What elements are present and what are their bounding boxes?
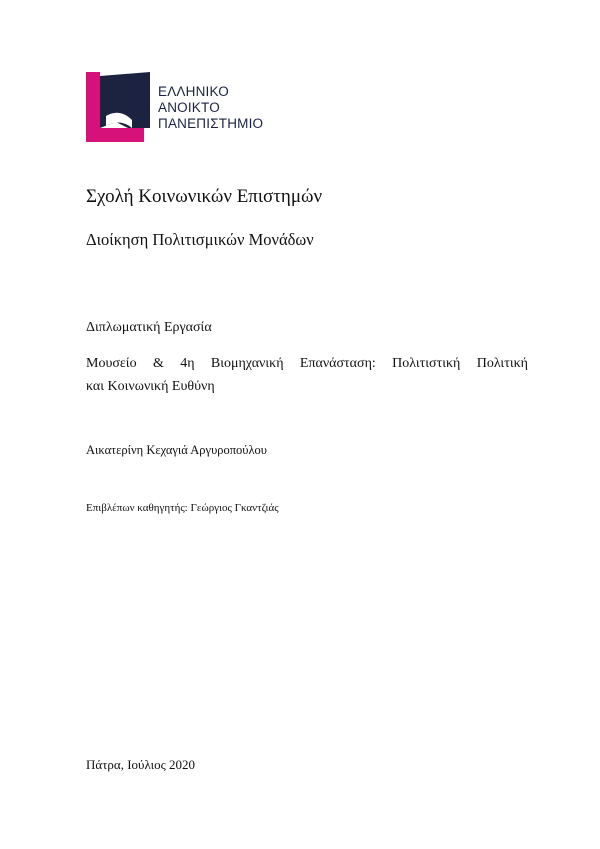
thesis-type: Διπλωματική Εργασία xyxy=(86,320,212,335)
thesis-title-line-1 xyxy=(86,352,528,375)
thesis-title xyxy=(86,352,528,398)
logo-text-line-2: ΑΝΟΙΚΤΟ xyxy=(158,100,220,115)
program-name: Διοίκηση Πολιτισμικών Μονάδων xyxy=(86,230,314,249)
supervisor: Επιβλέπων καθηγητής: Γεώργιος Γκαντζιάς xyxy=(86,502,279,514)
logo-text-line-1: ΕΛΛΗΝΙΚΟ xyxy=(158,84,229,99)
title-word: Μουσείο xyxy=(86,356,137,371)
title-word: 4η xyxy=(180,356,195,371)
title-word: Πολιτική xyxy=(476,356,528,371)
thesis-title-line-2: και Κοινωνική Ευθύνη xyxy=(86,379,215,394)
place-date: Πάτρα, Ιούλιος 2020 xyxy=(86,757,196,772)
school-name: Σχολή Κοινωνικών Επιστημών xyxy=(86,186,323,207)
logo-emblem-icon xyxy=(86,72,154,142)
title-word: Επανάσταση: xyxy=(299,356,376,371)
title-word: & xyxy=(152,356,164,371)
title-word: Βιομηχανική xyxy=(210,356,284,371)
logo-text-line-3: ΠΑΝΕΠΙΣΤΗΜΙΟ xyxy=(158,116,264,131)
university-logo xyxy=(86,72,276,142)
logo-wordmark xyxy=(158,84,263,132)
title-word: Πολιτιστική xyxy=(392,356,461,371)
author-name: Αικατερίνη Κεχαγιά Αργυροπούλου xyxy=(86,443,267,457)
